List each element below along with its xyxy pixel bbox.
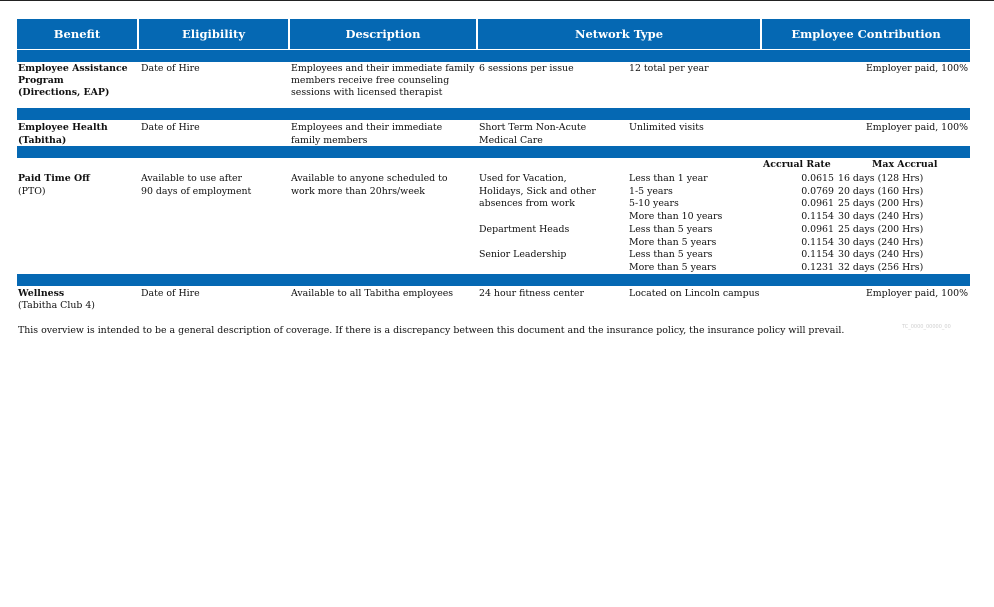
row-separator-band [17,108,970,120]
eap-benefit-line-3: (Directions, EAP) [18,87,110,98]
pto-tenure: 1-5 years [629,186,673,197]
pto-accrual-rate: 0.1154 [801,249,834,260]
wellness-eligibility: Date of Hire [141,288,200,299]
wellness-benefit-line-1: Wellness [18,288,65,299]
health-benefit-line-2: (Tabitha) [18,135,67,146]
eap-description-line-1: Employees and their immediate family [291,63,475,74]
pto-group-label: Senior Leadership [479,249,567,260]
eap-benefit-line-1: Employee Assistance [18,63,128,74]
health-contribution: Employer paid, 100% [865,122,968,133]
health-benefit-line-1: Employee Health [18,122,108,133]
pto-tenure: 5-10 years [629,198,679,209]
pto-group-label: Used for Vacation, [479,173,567,184]
pto-eligibility-line-2: 90 days of employment [141,186,252,197]
eap-network: 6 sessions per issue [479,63,574,74]
wellness-contribution: Employer paid, 100% [865,288,968,299]
row-separator-band [17,274,970,286]
health-eligibility: Date of Hire [141,122,200,133]
pto-description-line-2: work more than 20hrs/week [291,186,425,197]
document-code: TC_0000_00000_00 [902,324,951,330]
header-network-type: Network Type [478,19,762,49]
pto-benefit-line-2: (PTO) [18,186,46,197]
wellness-description: Available to all Tabitha employees [291,288,454,299]
pto-accrual-rate: 0.0615 [801,173,834,184]
header-employee-contribution: Employee Contribution [791,27,941,41]
pto-eligibility-line-1: Available to use after [141,173,243,184]
header-eligibility: Eligibility [139,19,290,49]
pto-group-label: Department Heads [479,224,570,235]
pto-accrual-rate: 0.1231 [801,262,834,273]
header-description: Description [290,19,478,49]
pto-tenure: More than 5 years [629,262,717,273]
pto-group-label: Holidays, Sick and other [479,186,596,197]
footnote: This overview is intended to be a general description of coverage. If there is a discrepancy between this document and the insurance policy, the insurance policy will prevail. [18,325,845,336]
eap-description-line-2: members receive free counseling [291,75,450,86]
pto-accrual-rate: 0.0769 [801,186,834,197]
wellness-network: 24 hour fitness center [479,288,584,299]
pto-max-accrual: 30 days (240 Hrs) [838,237,924,248]
pto-accrual-rate: 0.1154 [801,237,834,248]
pto-tenure: Less than 5 years [629,249,713,260]
pto-accrual-rate: 0.0961 [801,198,834,209]
wellness-network-detail: Located on Lincoln campus [629,288,760,299]
pto-benefit-line-1: Paid Time Off [18,173,90,184]
health-description-line-2: family members [291,135,368,146]
pto-max-accrual: 25 days (200 Hrs) [838,198,924,209]
table-header [17,19,970,49]
pto-max-accrual: 32 days (256 Hrs) [838,262,924,273]
row-separator-band [17,146,970,158]
eap-eligibility: Date of Hire [141,63,200,74]
pto-tenure: Less than 5 years [629,224,713,235]
pto-tenure: More than 5 years [629,237,717,248]
max-accrual-header: Max Accrual [872,159,938,170]
pto-max-accrual: 25 days (200 Hrs) [838,224,924,235]
pto-max-accrual: 30 days (240 Hrs) [838,211,924,222]
pto-tenure: Less than 1 year [629,173,708,184]
eap-contribution: Employer paid, 100% [865,63,968,74]
health-network-line-1: Short Term Non-Acute [479,122,587,133]
wellness-benefit-line-2: (Tabitha Club 4) [18,300,95,311]
eap-benefit-line-2: Program [18,75,64,86]
header-benefit: Benefit [17,19,139,49]
health-network-detail: Unlimited visits [629,122,704,133]
pto-description-line-1: Available to anyone scheduled to [291,173,448,184]
pto-max-accrual: 16 days (128 Hrs) [838,173,924,184]
health-network-line-2: Medical Care [479,135,543,146]
health-description-line-1: Employees and their immediate [291,122,443,133]
eap-network-detail: 12 total per year [629,63,709,74]
pto-accrual-rate: 0.0961 [801,224,834,235]
pto-accrual-rate: 0.1154 [801,211,834,222]
pto-max-accrual: 30 days (240 Hrs) [838,249,924,260]
pto-max-accrual: 20 days (160 Hrs) [838,186,924,197]
top-rule [0,0,994,1]
accrual-rate-header: Accrual Rate [763,159,831,170]
pto-tenure: More than 10 years [629,211,723,222]
eap-description-line-3: sessions with licensed therapist [291,87,443,98]
row-separator-band [17,50,970,62]
pto-group-label: absences from work [479,198,575,209]
